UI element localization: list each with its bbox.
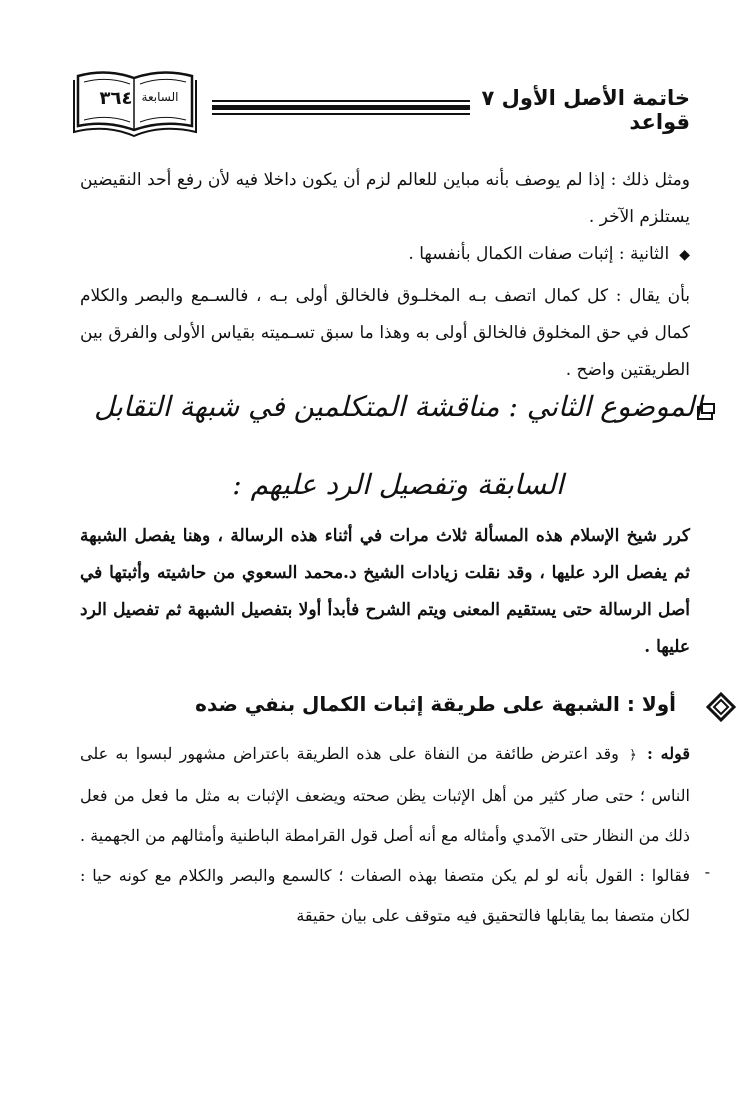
bullet-text: الثانية : إثبات صفات الكمال بأنفسها .: [408, 244, 670, 264]
page-number-book-frame: [70, 64, 200, 144]
section-heading-text: الموضوع الثاني : مناقشة المتكلمين في شبهة التقابل: [93, 390, 703, 423]
part-label: السابعة: [141, 90, 179, 104]
page-header: [70, 64, 690, 144]
header-rule-thick: [212, 105, 470, 110]
paragraph: كرر شيخ الإسلام هذه المسألة ثلاث مرات في أثناء هذه الرسالة ، وهنا يفصل الشبهة ثم يفصل الرد عليها ، وقد نقلت زيادات الشيخ د.محمد السعوي من حاشيته وأثبتها في أصل الرسالة حتى يستقيم المعنى ويتم الشرح فأبدأ أولا بتفصيل الشبهة ثم تفصيل الرد عليها .: [80, 526, 690, 657]
quote-body: وقد اعترض طائفة من النفاة على هذه الطريقة باعتراض مشهور لبسوا به على الناس ؛ حتى صار كثير من أهل الإثبات يظن صحته ويضعف الإثبات به مثل ما فعل من فعل ذلك من النظار حتى الآمدي وأمثاله مع أنه أصل قول القرامطة الباطنية وأمثالهم من الجهمية . فقالوا : القول بأنه لو لم يكن متصفا بهذه الصفات ؛ كالسمع والبصر والكلام مع كونه حيا : لكان متصفا بما يقابلها فالتحقيق فيه متوقف على بيان حقيقة: [80, 744, 690, 925]
diamond-bullet-icon: ◆: [679, 247, 690, 263]
dash-mark: -: [704, 862, 710, 881]
page-number: ٣٦٤: [99, 88, 133, 109]
quote-bracket-icon: ﴿: [629, 748, 637, 763]
header-rule-thin: [212, 100, 470, 102]
quote-lead: قوله :: [647, 744, 690, 763]
section-heading-line-2: السابقة وتفصيل الرد عليهم :: [232, 468, 564, 501]
ornament-diamond-icon: [706, 692, 736, 722]
section-heading-line-1: [80, 390, 716, 440]
quoted-passage: [80, 734, 710, 936]
bullet-item: [80, 236, 690, 274]
subheading: [80, 684, 676, 728]
section-square-icon: [696, 402, 716, 422]
paragraph: بأن يقال : كل كمال اتصف بـه المخلـوق فالخالق أولى بـه ، فالسـمع والبصر والكلام كمال في حق المخلوق فالخالق أولى به وهذا ما سبق تسـميته بقياس الأولى والفرق بين الطريقتين واضح .: [80, 286, 690, 380]
paragraph: ومثل ذلك : إذا لم يوصف بأنه مباين للعالم لزم أن يكون داخلا فيه لأن رفع أحد النقيضين يستلزم الآخر .: [80, 170, 690, 227]
header-rule-thin: [212, 113, 470, 115]
subheading-text: أولا : الشبهة على طريقة إثبات الكمال بنفي ضده: [195, 692, 676, 716]
running-title: خاتمة الأصل الأول ٧ قواعد: [481, 86, 690, 134]
